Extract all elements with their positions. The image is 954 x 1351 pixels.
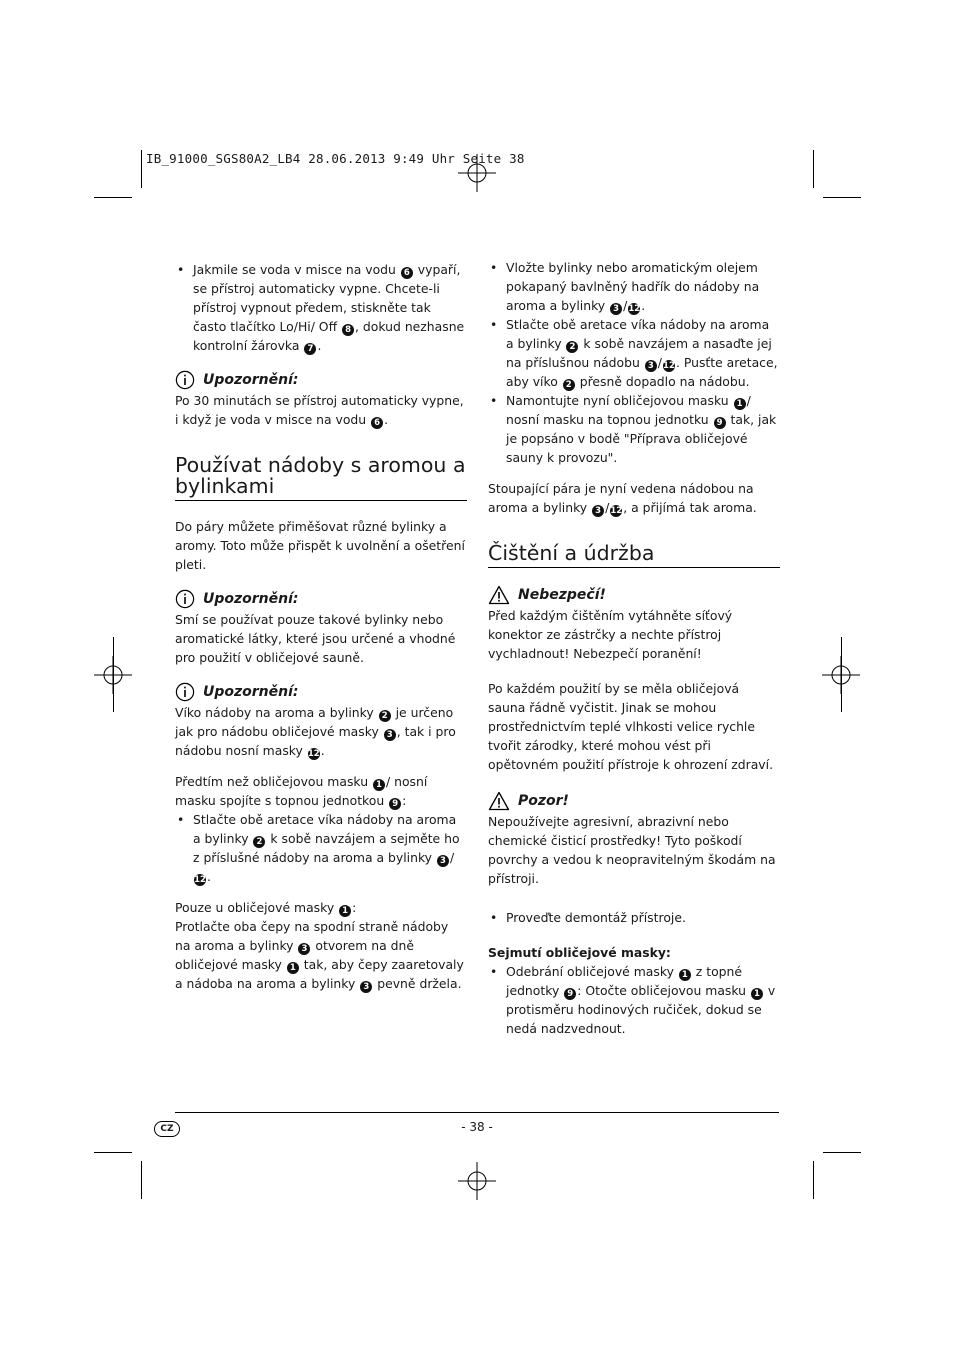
part-number-badge: 1	[373, 779, 385, 791]
crop-mark	[823, 1152, 861, 1153]
crop-mark	[813, 150, 814, 188]
part-number-badge: 3	[437, 855, 449, 867]
caution-heading: Pozor!	[488, 790, 780, 812]
crop-mark	[94, 1152, 132, 1153]
warning-triangle-icon	[488, 791, 510, 811]
part-number-badge: 3	[592, 505, 604, 517]
warning-triangle-icon	[488, 585, 510, 605]
part-number-badge: 1	[751, 988, 763, 1000]
left-column	[175, 260, 467, 993]
right-column	[488, 258, 780, 1038]
footer-rule	[175, 1112, 779, 1113]
part-number-badge: 12	[628, 304, 641, 314]
info-icon	[175, 682, 195, 702]
crop-mark	[823, 197, 861, 198]
list-item: • Stlačte obě aretace víka nádoby na aroma a bylinky 2 k sobě navzájem a sejměte ho z příslušné nádoby na aroma a bylinky 3 /12.	[175, 810, 467, 886]
paragraph: Stoupající pára je nyní vedena nádobou na aroma a bylinky 3 /12, a přijímá tak aroma.	[488, 481, 757, 516]
print-header: IB_91000_SGS80A2_LB4 28.06.2013 9:49 Uhr Seite 38	[146, 151, 525, 166]
crop-mark	[94, 197, 132, 198]
part-number-badge: 9	[389, 798, 401, 810]
paragraph: Pouze u obličejové masky 1 :	[175, 900, 357, 916]
info-icon	[175, 370, 195, 390]
list-item: • Proveďte demontáž přístroje.	[488, 908, 780, 927]
part-number-badge: 3	[384, 729, 396, 741]
paragraph: Předtím než obličejovou masku 1 / nosní masku spojíte s topnou jednotkou 9 :	[175, 774, 428, 809]
part-number-badge: 3	[645, 360, 657, 372]
registration-mark-icon	[458, 154, 496, 192]
part-number-badge: 6	[401, 267, 413, 279]
crop-mark	[813, 1161, 814, 1199]
registration-mark-icon	[94, 656, 132, 694]
paragraph: Po každém použití by se měla obličejová sauna řádně vyčistit. Jinak se mohou prostřednictvím teplé vlhkosti velice rychle tvořit zárodky, které mohou vést při opětovném použití přístroje k ohrození zdraví.	[488, 681, 774, 772]
part-number-badge: 12	[194, 875, 206, 885]
note-heading: Upozornění:	[175, 588, 467, 610]
part-number-badge: 3	[610, 303, 622, 315]
part-number-badge: 9	[564, 988, 576, 1000]
list-item: • Odebrání obličejové masky 1 z topné jednotky 9 : Otočte obličejovou masku 1 v protisměru hodinových ručiček, dokud se nedá nadzvednout.	[488, 962, 780, 1038]
list-item: • Namontujte nyní obličejovou masku 1 / nosní masku na topnou jednotku 9 tak, jak je popsáno v bodě "Příprava obličejové sauny k provozu".	[488, 391, 780, 467]
language-badge: CZ	[154, 1121, 180, 1137]
part-number-badge: 8	[342, 324, 354, 336]
part-number-badge: 1	[287, 962, 299, 974]
list-item: • Stlačte obě aretace víka nádoby na aroma a bylinky 2 k sobě navzájem a nasaďte jej na příslušnou nádobu 3 /12. Pusťte aretace, aby víko 2 přesně dopadlo na nádobu.	[488, 315, 780, 391]
registration-mark-icon	[822, 656, 860, 694]
subheading: Sejmutí obličejové masky:	[488, 945, 671, 960]
paragraph: Do páry můžete přiměšovat různé bylinky a aromy. Toto může přispět k uvolnění a ošetření pleti.	[175, 519, 465, 572]
note-text: Po 30 minutách se přístroj automaticky vypne, i když je voda v misce na vodu 6 .	[175, 393, 464, 428]
list-item: • Jakmile se voda v misce na vodu 6 vypaří, se přístroj automaticky vypne. Chcete-li přístroj vypnout předem, stiskněte tak často tlačítko Lo/Hi/ Off 8 , dokud nezhasne kontrolní žárovka 7 .	[175, 260, 467, 355]
note-heading: Upozornění:	[175, 681, 467, 703]
page-number: - 38 -	[461, 1120, 493, 1134]
caution-text: Nepoužívejte agresivní, abrazivní nebo chemické čisticí prostředky! Tyto poškodí povrchy a vedou k neopravitelným škodám na přístroji.	[488, 814, 776, 886]
part-number-badge: 2	[563, 379, 575, 391]
section-heading: Čištění a údržba	[488, 543, 780, 568]
paragraph: Protlačte oba čepy na spodní straně nádoby na aroma a bylinky 3 otvorem na dně obličejové masky 1 tak, aby čepy zaaretovaly a nádoba na aroma a bylinky 3 pevně držela.	[175, 919, 464, 992]
part-number-badge: 2	[253, 836, 265, 848]
warning-text: Před každým čištěním vytáhněte síťový konektor ze zástrčky a nechte přístroj vychladnout! Nebezpečí poranění!	[488, 608, 733, 661]
section-heading: Používat nádoby s aromou a bylinkami	[175, 455, 467, 501]
part-number-badge: 2	[379, 710, 391, 722]
part-number-badge: 1	[679, 969, 691, 981]
note-text: Smí se používat pouze takové bylinky nebo aromatické látky, které jsou určené a vhodné pro použití v obličejové sauně.	[175, 612, 456, 665]
part-number-badge: 3	[360, 981, 372, 993]
part-number-badge: 1	[339, 905, 351, 917]
crop-mark	[141, 1161, 142, 1199]
part-number-badge: 7	[304, 343, 316, 355]
warning-heading: Nebezpečí!	[488, 584, 780, 606]
part-number-badge: 12	[307, 749, 320, 759]
note-heading: Upozornění:	[175, 369, 467, 391]
list-item: • Vložte bylinky nebo aromatickým olejem pokapaný bavlněný hadřík do nádoby na aroma a bylinky 3 /12.	[488, 258, 780, 315]
part-number-badge: 2	[566, 341, 578, 353]
registration-mark-icon	[458, 1162, 496, 1200]
part-number-badge: 12	[610, 506, 623, 516]
info-icon	[175, 589, 195, 609]
note-text: Víko nádoby na aroma a bylinky 2 je určeno jak pro nádobu obličejové masky 3 , tak i pro nádobu nosní masky 12.	[175, 705, 456, 759]
crop-mark	[141, 150, 142, 188]
part-number-badge: 1	[734, 398, 746, 410]
part-number-badge: 9	[714, 417, 726, 429]
part-number-badge: 12	[663, 361, 675, 371]
part-number-badge: 3	[298, 943, 310, 955]
part-number-badge: 6	[371, 417, 383, 429]
